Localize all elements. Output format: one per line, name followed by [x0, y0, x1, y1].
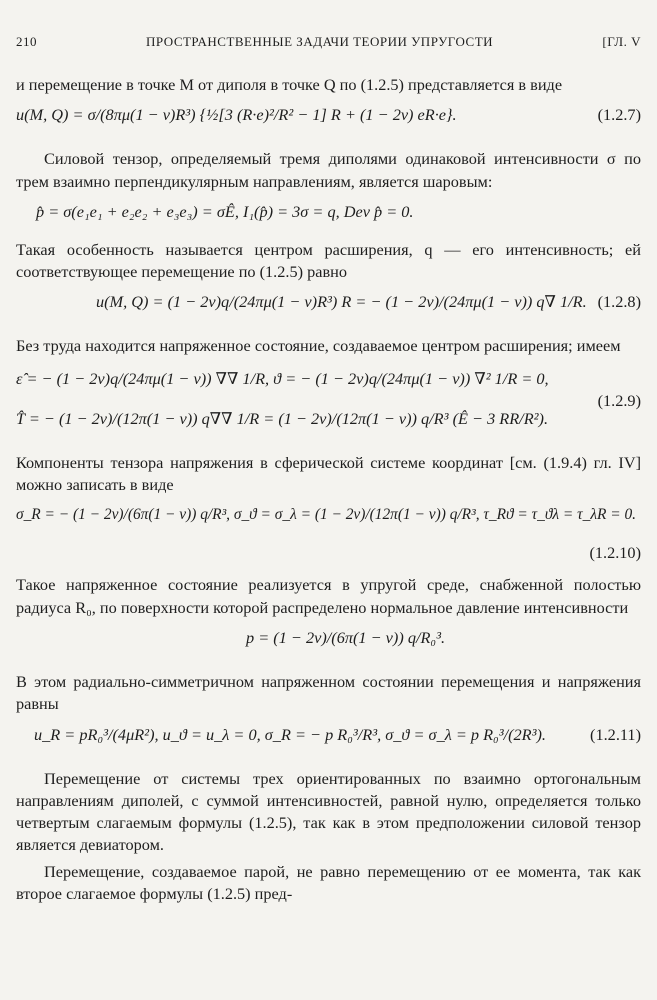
- page-body: [16, 74, 641, 905]
- equation-1-2-7: [16, 104, 641, 140]
- equation-formula: p = (1 − 2ν)/(6π(1 − ν)) q/R₀³.: [246, 627, 446, 647]
- equation-formula: p̂ = σ(e₁e₁ + e₂e₂ + e₃e₃) = σÊ, I₁(p̂) = 3σ = q, Dev p̂ = 0.: [36, 201, 414, 221]
- equation-1-2-8: [16, 291, 641, 327]
- equation-line-1: ε̂ = − (1 − 2ν)q/(24πμ(1 − ν)) ∇∇ 1/R, ϑ = − (1 − 2ν)q/(24πμ(1 − ν)) ∇² 1/R = 0,: [16, 368, 549, 388]
- equation-number: (1.2.9): [597, 390, 641, 410]
- paragraph-3: Такая особенность называется центром расширения, q — его интенсивность; ей соответствующее перемещение по (1.2.5) равно: [16, 239, 641, 282]
- equation-number: (1.2.7): [597, 105, 641, 125]
- equation-1-2-9: [16, 366, 641, 444]
- paragraph-9: Перемещение, создаваемое парой, не равно перемещению от ее момента, так как второе слагаемое формулы (1.2.5) пред-: [16, 861, 641, 904]
- equation-pressure: [16, 627, 641, 663]
- paragraph-8: Перемещение от системы трех ориентированных по взаимно ортогональным направлениям диполей, с суммой интенсивностей, равной нулю, определяется только четвертым слагаемым формулы (1.2.5), так как в этом предположении силовой тензор является девиатором.: [16, 768, 641, 855]
- equation-line-2: T̂ = − (1 − 2ν)/(12π(1 − ν)) q∇∇ 1/R = (1 − 2ν)/(12π(1 − ν)) q/R³ (Ê − 3 RR/R²).: [16, 408, 549, 428]
- chapter-label: [ГЛ. V: [602, 34, 641, 49]
- paragraph-1: и перемещение в точке M от диполя в точке Q по (1.2.5) представляется в виде: [16, 75, 563, 94]
- equation-spherical-tensor: [16, 201, 641, 231]
- running-title: ПРОСТРАНСТВЕННЫЕ ЗАДАЧИ ТЕОРИИ УПРУГОСТИ: [146, 34, 494, 49]
- paragraph-2: Силовой тензор, определяемый тремя диполями одинаковой интенсивности σ по трем взаимно перпендикулярным направлениям, является шаровым:: [16, 149, 641, 191]
- equation-formula: u(M, Q) = σ/(8πμ(1 − ν)R³) {½[3 (R·e)²/R² − 1] R + (1 − 2ν) eR·e}.: [16, 105, 457, 125]
- paragraph-7: В этом радиально-симметричном напряженном состоянии перемещения и напряжения равны: [16, 671, 641, 714]
- equation-number: (1.2.8): [597, 292, 641, 312]
- equation-1-2-11: [16, 724, 641, 760]
- equation-number: (1.2.11): [590, 724, 641, 744]
- paragraph-5: Компоненты тензора напряжения в сферической системе координат [см. (1.9.4) гл. IV] можно записать в виде: [16, 452, 641, 495]
- equation-formula: u(M, Q) = (1 − 2ν)q/(24πμ(1 − ν)R³) R = − (1 − 2ν)/(24πμ(1 − ν)) q∇ 1/R.: [96, 292, 587, 312]
- equation-formula: u_R = pR₀³/(4μR²), u_ϑ = u_λ = 0, σ_R = − p R₀³/R³, σ_ϑ = σ_λ = p R₀³/(2R³).: [34, 724, 546, 744]
- equation-1-2-10-number-row: [16, 542, 641, 566]
- paragraph-6: Такое напряженное состояние реализуется в упругой среде, снабженной полостью радиуса R₀, по поверхности которой распределено нормальное давление интенсивности: [16, 575, 641, 617]
- equation-1-2-10: [16, 504, 641, 540]
- equation-formula: σ_R = − (1 − 2ν)/(6π(1 − ν)) q/R³, σ_ϑ = σ_λ = (1 − 2ν)/(12π(1 − ν)) q/R³, τ_Rϑ = τ_ϑλ = τ_λR = 0.: [16, 506, 637, 524]
- page-number: 210: [16, 34, 37, 49]
- equation-number: (1.2.10): [589, 543, 641, 563]
- paragraph-4: Без труда находится напряженное состояние, создаваемое центром расширения; имеем: [16, 336, 621, 356]
